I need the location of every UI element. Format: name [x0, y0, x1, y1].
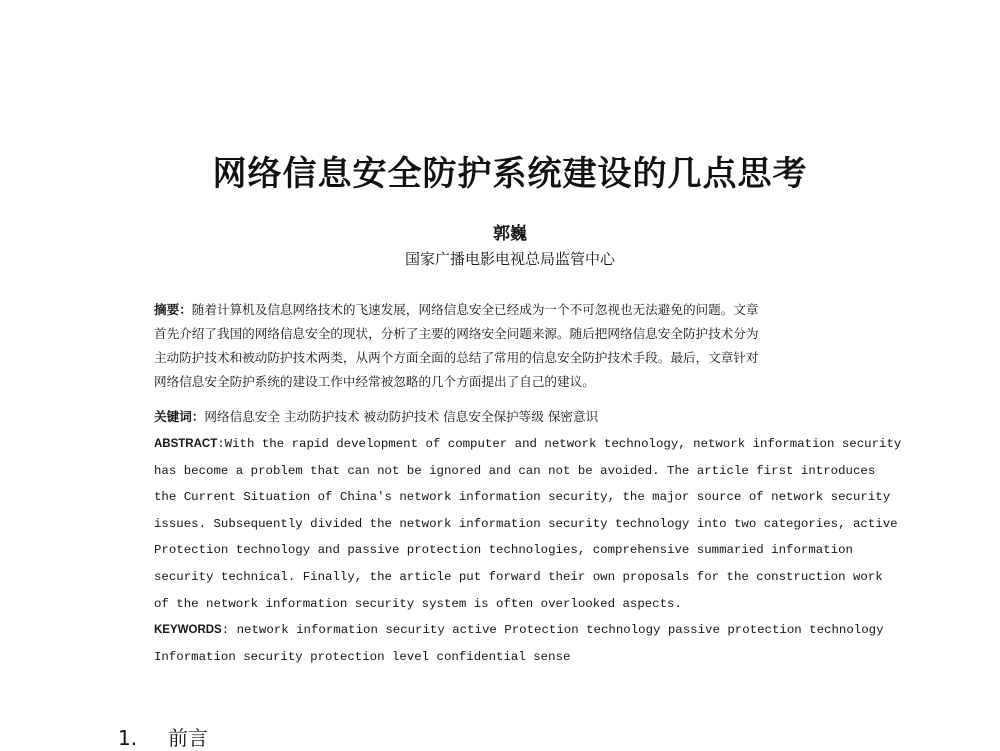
- abstract-cn-line: 主动防护技术和被动防护技术两类，从两个方面全面的总结了常用的信息安全防护技术手段。最后，文章针对: [154, 350, 759, 365]
- abstract-cn-line: [154, 298, 900, 322]
- abstract-cn-line: 首先介绍了我国的网络信息安全的现状，分析了主要的网络安全问题来源。随后把网络信息安全防护技术分为: [154, 326, 759, 341]
- abstract-en-line: security technical. Finally, the article put forward their own proposals for the construction work: [154, 569, 883, 584]
- abstract-en-label: ABSTRACT: [154, 438, 218, 450]
- section-number: 1.: [118, 726, 138, 750]
- section-heading: [118, 722, 208, 751]
- abstract-cn-text: 随着计算机及信息网络技术的飞速发展，网络信息安全已经成为一个不可忽视也无法避免的问题。文章: [191, 302, 759, 317]
- abstract-en-first-line: [154, 431, 901, 458]
- keywords-en-first-line: [154, 617, 884, 644]
- abstract-en-line: of the network information security system is often overlooked aspects.: [154, 596, 682, 611]
- abstract-en-line: issues. Subsequently divided the network information security technology into two categories, active: [154, 516, 898, 531]
- keywords-en-line: [154, 617, 900, 644]
- author-affiliation: 国家广播电影电视总局监管中心: [404, 250, 615, 268]
- keywords-en-line: Information security protection level confidential sense: [154, 649, 571, 664]
- abstract-en-line: [154, 431, 900, 458]
- keywords-en-label: KEYWORDS: [154, 624, 222, 637]
- keywords-cn-label: 关键词：: [154, 409, 205, 424]
- abstract-cn-label: 摘要：: [154, 302, 192, 317]
- abstract-en-line: the Current Situation of China's network information security, the major source of network security: [154, 490, 891, 505]
- keywords-chinese: [154, 405, 900, 429]
- abstract-en-line: Protection technology and passive protection technologies, comprehensive summaried information: [154, 543, 853, 558]
- author-name: 郭巍: [493, 224, 527, 244]
- abstract-en-line: has become a problem that can not be ignored and can not be avoided. The article first introduces: [154, 463, 876, 478]
- abstract-english: [154, 431, 900, 670]
- section-title: 前言: [168, 726, 208, 750]
- keywords-cn-text: 网络信息安全 主动防护技术 被动防护技术 信息安全保护等级 保密意识: [204, 409, 599, 424]
- paper-title: 网络信息安全防护系统建设的几点思考: [212, 154, 808, 194]
- keywords-en-text: : network information security active Protection technology passive protection technology: [221, 623, 884, 638]
- abstract-cn-line: 网络信息安全防护系统的建设工作中经常被忽略的几个方面提出了自己的建议。: [154, 374, 595, 389]
- abstract-chinese: [154, 298, 900, 394]
- abstract-en-text: :With the rapid development of computer and network technology, network information security: [217, 437, 902, 451]
